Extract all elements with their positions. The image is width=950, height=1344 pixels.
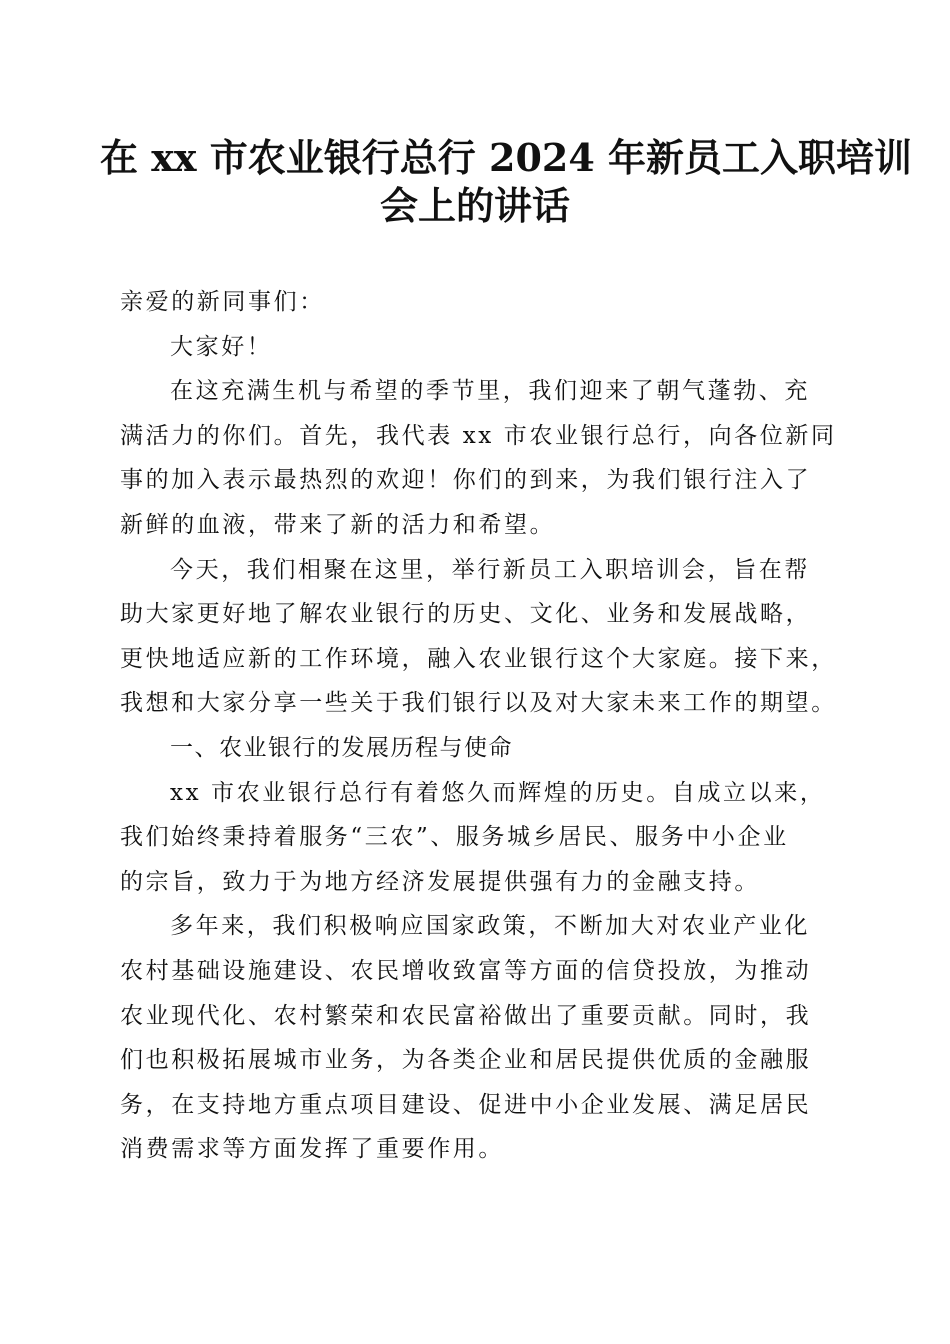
paragraph-line: 新鲜的血液，带来了新的活力和希望。 [120,511,556,538]
salutation: 亲爱的新同事们： [120,289,325,315]
document-body [120,280,837,1172]
title-line-2: 会上的讲话 [379,183,570,228]
paragraph-line: 今天，我们相聚在这里，举行新员工入职培训会，旨在帮 [170,556,810,583]
title-line-1: 在 xx 市农业银行总行 2024 年新员工入职培训 [100,135,912,180]
paragraph-1 [120,369,837,547]
paragraph-line: 我想和大家分享一些关于我们银行以及对大家未来工作的期望。 [120,690,837,717]
paragraph-line: 的宗旨，致力于为地方经济发展提供强有力的金融支持。 [120,868,760,895]
greeting: 大家好！ [170,333,273,360]
paragraph-3 [120,771,830,905]
paragraph-line: 多年来，我们积极响应国家政策，不断加大对农业产业化 [170,913,810,940]
paragraph-4 [120,904,830,1172]
paragraph-line: 们也积极拓展城市业务，为各类企业和居民提供优质的金融服 [120,1047,812,1074]
paragraph-line: 更快地适应新的工作环境，融入农业银行这个大家庭。接下来， [120,645,837,672]
paragraph-line: 在这充满生机与希望的季节里，我们迎来了朝气蓬勃、充 [170,378,810,405]
paragraph-line: 事的加入表示最热烈的欢迎！你们的到来，为我们银行注入了 [120,467,812,494]
paragraph-line: 务，在支持地方重点项目建设、促进中小企业发展、满足居民 [120,1091,812,1118]
paragraph-line: 满活力的你们。首先，我代表 xx 市农业银行总行，向各位新同 [120,422,837,449]
paragraph-line: 农业现代化、农村繁荣和农民富裕做出了重要贡献。同时，我 [120,1002,812,1029]
paragraph-line: 农村基础设施建设、农民增收致富等方面的信贷投放，为推动 [120,957,812,984]
paragraph-line: 我们始终秉持着服务“三农”、服务城乡居民、服务中小企业 [120,824,789,851]
paragraph-2 [120,548,837,726]
section-heading-1: 一、农业银行的发展历程与使命 [170,734,513,761]
paragraph-line: 消费需求等方面发挥了重要作用。 [120,1136,504,1163]
paragraph-line: 助大家更好地了解农业银行的历史、文化、业务和发展战略， [120,601,812,628]
document-title [100,134,912,230]
paragraph-line: xx 市农业银行总行有着悠久而辉煌的历史。自成立以来， [170,779,826,806]
